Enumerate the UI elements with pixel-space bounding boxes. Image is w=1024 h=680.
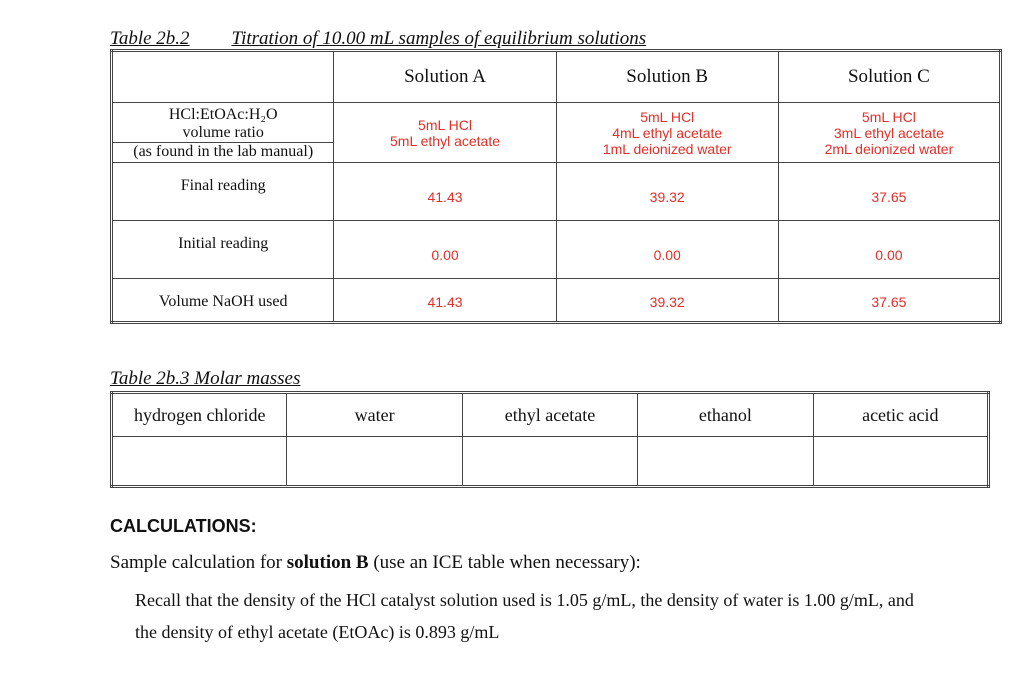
ratio-row [112, 103, 1001, 163]
ratio-line: 5mL ethyl acetate [390, 132, 501, 149]
ratio-label-line: (as found in the lab manual) [113, 142, 333, 161]
calculations-title: CALCULATIONS: [110, 516, 257, 536]
volume-naoh-c: 37.65 [778, 279, 1000, 323]
molar-header-water: water [287, 393, 462, 437]
header-empty-cell [112, 51, 334, 103]
sample-calculation-line [110, 552, 641, 574]
initial-reading-c: 0.00 [778, 221, 1000, 279]
volume-naoh-b: 39.32 [556, 279, 778, 323]
molar-header-ethanol: ethanol [638, 393, 813, 437]
ratio-line: 3mL ethyl acetate [833, 124, 944, 141]
header-solution-b: Solution B [556, 51, 778, 103]
sample-suffix: (use an ICE table when necessary): [368, 552, 641, 573]
molar-header-hcl: hydrogen chloride [112, 393, 287, 437]
sample-prefix: Sample calculation for [110, 552, 287, 573]
molar-value-cell[interactable] [462, 437, 637, 487]
volume-naoh-label: Volume NaOH used [112, 279, 334, 323]
table-2b2-label: Table 2b.2 [110, 28, 190, 49]
ratio-line: 5mL HCl [418, 116, 472, 133]
molar-masses-table [110, 391, 990, 488]
initial-reading-a: 0.00 [334, 221, 556, 279]
molar-value-cell[interactable] [287, 437, 462, 487]
ratio-line: 5mL HCl [861, 108, 916, 125]
ratio-label-line: HCl:EtOAc:H₂O [168, 106, 278, 123]
ratio-line: 4mL ethyl acetate [612, 124, 723, 141]
molar-value-cell[interactable] [813, 437, 988, 487]
final-reading-b: 39.32 [556, 163, 778, 221]
molar-value-cell[interactable] [638, 437, 813, 487]
sample-solution-b: solution B [286, 552, 369, 573]
initial-reading-b: 0.00 [556, 221, 778, 279]
molar-masses-value-row [112, 437, 989, 487]
initial-reading-label: Initial reading [112, 221, 334, 279]
recall-line-1: Recall that the density of the HCl catalyst solution used is 1.05 g/mL, the density of water is 1.00 g/mL, and [135, 590, 914, 610]
molar-value-cell[interactable] [112, 437, 287, 487]
table-2b2-title: Titration of 10.00 mL samples of equilibrium solutions [231, 28, 647, 49]
ratio-cell-c [778, 103, 1000, 163]
molar-header-acetic-acid: acetic acid [813, 393, 988, 437]
molar-masses-header-row [112, 393, 989, 437]
ratio-label-line: volume ratio [182, 124, 264, 141]
ratio-label-cell [112, 103, 334, 163]
header-solution-c: Solution C [778, 51, 1000, 103]
ratio-cell-a [334, 103, 556, 163]
recall-paragraph [135, 584, 1015, 648]
titration-table [110, 49, 1002, 324]
titration-header-row [112, 51, 1001, 103]
volume-naoh-a: 41.43 [334, 279, 556, 323]
header-solution-a: Solution A [334, 51, 556, 103]
final-reading-row [112, 163, 1001, 221]
recall-line-2: the density of ethyl acetate (EtOAc) is 0.893 g/mL [135, 622, 500, 642]
final-reading-a: 41.43 [334, 163, 556, 221]
final-reading-c: 37.65 [778, 163, 1000, 221]
molar-header-ethyl-acetate: ethyl acetate [462, 393, 637, 437]
table-2b3-caption: Table 2b.3 Molar masses [110, 368, 301, 389]
final-reading-label: Final reading [112, 163, 334, 221]
ratio-line: 2mL deionized water [824, 140, 954, 157]
table-2b2-caption [110, 28, 646, 50]
ratio-line: 5mL HCl [640, 108, 695, 125]
initial-reading-row [112, 221, 1001, 279]
ratio-line: 1mL deionized water [602, 140, 732, 157]
volume-naoh-row [112, 279, 1001, 323]
ratio-cell-b [556, 103, 778, 163]
